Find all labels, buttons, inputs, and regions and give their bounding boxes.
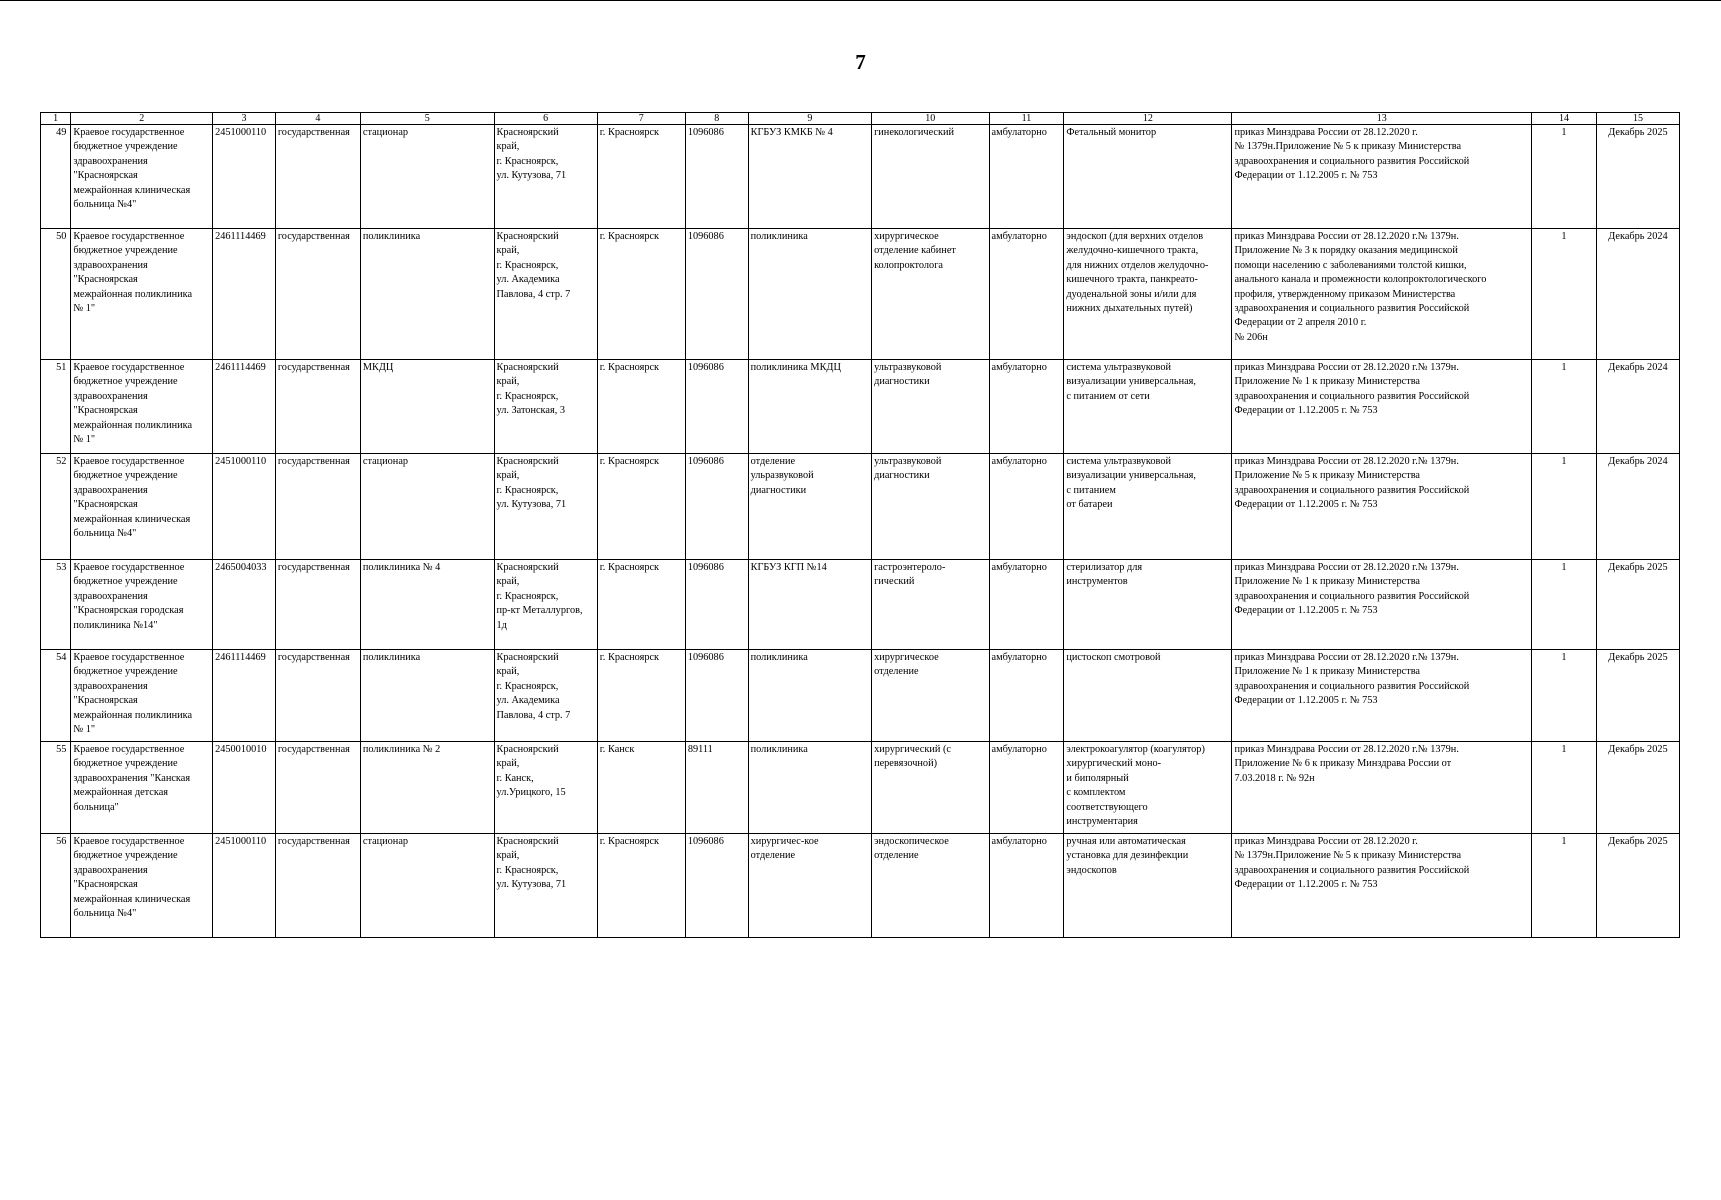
equipment-register-table [40, 112, 1680, 938]
column-number-2: 2 [71, 113, 213, 125]
cell-subdivision: поликлиника [360, 229, 494, 360]
cell-care-condition: амбулаторно [989, 229, 1064, 360]
cell-subdivision: поликлиника № 4 [360, 560, 494, 650]
column-number-7: 7 [597, 113, 685, 125]
cell-oktmo: 1096086 [685, 834, 748, 938]
table-row [41, 560, 1680, 650]
cell-equipment-name: цистоскоп смотровой [1064, 650, 1232, 742]
cell-care-condition: амбулаторно [989, 650, 1064, 742]
table-row [41, 650, 1680, 742]
cell-department: КГБУЗ КГП №14 [748, 560, 872, 650]
cell-inn: 2451000110 [213, 834, 276, 938]
cell-unit: хирургическое отделение [872, 650, 989, 742]
cell-subdivision: стационар [360, 125, 494, 229]
cell-legal-basis: приказ Минздрава России от 28.12.2020 г.№ 1379н. Приложение № 6 к приказу Минздрава России от 7.03.2018 г. № 92н [1232, 742, 1532, 834]
cell-oktmo: 1096086 [685, 229, 748, 360]
cell-locality: г. Красноярск [597, 454, 685, 560]
cell-legal-basis: приказ Минздрава России от 28.12.2020 г.№ 1379н. Приложение № 1 к приказу Министерства здравоохранения и социального развития Российской Федерации от 1.12.2005 г. № 753 [1232, 360, 1532, 454]
cell-oktmo: 1096086 [685, 360, 748, 454]
cell-care-condition: амбулаторно [989, 125, 1064, 229]
cell-oktmo: 1096086 [685, 560, 748, 650]
cell-inn: 2461114469 [213, 229, 276, 360]
cell-unit: гинекологический [872, 125, 989, 229]
page-number: 7 [855, 50, 866, 74]
cell-equipment-name: Фетальный монитор [1064, 125, 1232, 229]
cell-oktmo: 1096086 [685, 454, 748, 560]
cell-deadline: Декабрь 2024 [1596, 360, 1679, 454]
cell-locality: г. Красноярск [597, 125, 685, 229]
cell-care-condition: амбулаторно [989, 360, 1064, 454]
cell-quantity: 1 [1532, 125, 1597, 229]
cell-deadline: Декабрь 2025 [1596, 650, 1679, 742]
cell-subdivision: поликлиника [360, 650, 494, 742]
cell-subdivision: МКДЦ [360, 360, 494, 454]
table-row [41, 742, 1680, 834]
cell-address: Красноярский край, г. Красноярск, ул. Кутузова, 71 [494, 125, 597, 229]
cell-address: Красноярский край, г. Красноярск, ул. Академика Павлова, 4 стр. 7 [494, 229, 597, 360]
cell-unit: хирургическое отделение кабинет колопроктолога [872, 229, 989, 360]
cell-legal-basis: приказ Минздрава России от 28.12.2020 г.№ 1379н. Приложение № 5 к приказу Министерства здравоохранения и социального развития Российской Федерации от 1.12.2005 г. № 753 [1232, 454, 1532, 560]
cell-ownership-type: государственная [275, 360, 360, 454]
cell-inn: 2465004033 [213, 560, 276, 650]
column-number-15: 15 [1596, 113, 1679, 125]
cell-quantity: 1 [1532, 650, 1597, 742]
cell-equipment-name: система ультразвуковой визуализации универсальная, с питанием от сети [1064, 360, 1232, 454]
cell-locality: г. Канск [597, 742, 685, 834]
cell-oktmo: 89111 [685, 742, 748, 834]
cell-deadline: Декабрь 2025 [1596, 125, 1679, 229]
column-number-row [41, 113, 1680, 125]
cell-institution-name: Краевое государственное бюджетное учреждение здравоохранения "Канская межрайонная детская больница" [71, 742, 213, 834]
table-row [41, 125, 1680, 229]
cell-deadline: Декабрь 2025 [1596, 742, 1679, 834]
cell-quantity: 1 [1532, 560, 1597, 650]
cell-row-number: 53 [41, 560, 71, 650]
table-row [41, 229, 1680, 360]
cell-oktmo: 1096086 [685, 125, 748, 229]
cell-locality: г. Красноярск [597, 360, 685, 454]
cell-care-condition: амбулаторно [989, 742, 1064, 834]
cell-locality: г. Красноярск [597, 560, 685, 650]
cell-address: Красноярский край, г. Красноярск, пр-кт Металлургов, 1д [494, 560, 597, 650]
cell-ownership-type: государственная [275, 454, 360, 560]
cell-inn: 2451000110 [213, 454, 276, 560]
column-number-9: 9 [748, 113, 872, 125]
cell-row-number: 49 [41, 125, 71, 229]
cell-unit: эндоскопическое отделение [872, 834, 989, 938]
table-row [41, 454, 1680, 560]
cell-institution-name: Краевое государственное бюджетное учреждение здравоохранения "Красноярская межрайонная клиническая больница №4" [71, 125, 213, 229]
column-number-10: 10 [872, 113, 989, 125]
cell-legal-basis: приказ Минздрава России от 28.12.2020 г.№ 1379н. Приложение № 1 к приказу Министерства здравоохранения и социального развития Российской Федерации от 1.12.2005 г. № 753 [1232, 560, 1532, 650]
cell-row-number: 55 [41, 742, 71, 834]
cell-quantity: 1 [1532, 834, 1597, 938]
cell-ownership-type: государственная [275, 560, 360, 650]
cell-equipment-name: стерилизатор для инструментов [1064, 560, 1232, 650]
cell-row-number: 54 [41, 650, 71, 742]
cell-subdivision: стационар [360, 454, 494, 560]
cell-subdivision: поликлиника № 2 [360, 742, 494, 834]
cell-row-number: 51 [41, 360, 71, 454]
cell-inn: 2451000110 [213, 125, 276, 229]
cell-institution-name: Краевое государственное бюджетное учреждение здравоохранения "Красноярская межрайонная поликлиника № 1" [71, 360, 213, 454]
cell-care-condition: амбулаторно [989, 454, 1064, 560]
cell-subdivision: стационар [360, 834, 494, 938]
cell-institution-name: Краевое государственное бюджетное учреждение здравоохранения "Красноярская межрайонная поликлиника № 1" [71, 229, 213, 360]
cell-locality: г. Красноярск [597, 229, 685, 360]
cell-quantity: 1 [1532, 742, 1597, 834]
column-number-8: 8 [685, 113, 748, 125]
cell-row-number: 56 [41, 834, 71, 938]
cell-legal-basis: приказ Минздрава России от 28.12.2020 г. № 1379н.Приложение № 5 к приказу Министерства здравоохранения и социального развития Российской Федерации от 1.12.2005 г. № 753 [1232, 834, 1532, 938]
cell-deadline: Декабрь 2024 [1596, 229, 1679, 360]
cell-address: Красноярский край, г. Красноярск, ул. Академика Павлова, 4 стр. 7 [494, 650, 597, 742]
column-number-13: 13 [1232, 113, 1532, 125]
column-number-3: 3 [213, 113, 276, 125]
cell-address: Красноярский край, г. Канск, ул.Урицкого, 15 [494, 742, 597, 834]
cell-legal-basis: приказ Минздрава России от 28.12.2020 г.№ 1379н. Приложение № 1 к приказу Министерства здравоохранения и социального развития Российской Федерации от 1.12.2005 г. № 753 [1232, 650, 1532, 742]
column-number-12: 12 [1064, 113, 1232, 125]
cell-ownership-type: государственная [275, 742, 360, 834]
cell-department: поликлиника [748, 742, 872, 834]
table-row [41, 834, 1680, 938]
cell-deadline: Декабрь 2024 [1596, 454, 1679, 560]
cell-inn: 2450010010 [213, 742, 276, 834]
page-top-border [0, 0, 1721, 1]
cell-deadline: Декабрь 2025 [1596, 560, 1679, 650]
cell-equipment-name: электрокоагулятор (коагулятор) хирургический моно- и биполярный с комплектом соответствующего инструментария [1064, 742, 1232, 834]
cell-address: Красноярский край, г. Красноярск, ул. Кутузова, 71 [494, 454, 597, 560]
cell-department: поликлиника [748, 229, 872, 360]
cell-unit: гастроэнтероло- гический [872, 560, 989, 650]
column-number-4: 4 [275, 113, 360, 125]
cell-quantity: 1 [1532, 454, 1597, 560]
column-number-5: 5 [360, 113, 494, 125]
cell-unit: хирургический (с перевязочной) [872, 742, 989, 834]
cell-institution-name: Краевое государственное бюджетное учреждение здравоохранения "Красноярская межрайонная клиническая больница №4" [71, 454, 213, 560]
cell-deadline: Декабрь 2025 [1596, 834, 1679, 938]
cell-department: отделение ульразвуковой диагностики [748, 454, 872, 560]
cell-care-condition: амбулаторно [989, 560, 1064, 650]
column-number-14: 14 [1532, 113, 1597, 125]
cell-ownership-type: государственная [275, 229, 360, 360]
cell-inn: 2461114469 [213, 650, 276, 742]
cell-care-condition: амбулаторно [989, 834, 1064, 938]
cell-equipment-name: система ультразвуковой визуализации универсальная, с питанием от батареи [1064, 454, 1232, 560]
cell-legal-basis: приказ Минздрава России от 28.12.2020 г.№ 1379н. Приложение № 3 к порядку оказания медицинской помощи населению с заболеваниями толстой кишки, анального канала и промежности колопроктологического профиля, утвержденному приказом Министерства здравоохранения и социального развития Российской Федерации от 2 апреля 2010 г. № 206н [1232, 229, 1532, 360]
cell-institution-name: Краевое государственное бюджетное учреждение здравоохранения "Красноярская межрайонная клиническая больница №4" [71, 834, 213, 938]
cell-legal-basis: приказ Минздрава России от 28.12.2020 г. № 1379н.Приложение № 5 к приказу Министерства здравоохранения и социального развития Российской Федерации от 1.12.2005 г. № 753 [1232, 125, 1532, 229]
cell-ownership-type: государственная [275, 650, 360, 742]
column-number-6: 6 [494, 113, 597, 125]
cell-ownership-type: государственная [275, 834, 360, 938]
column-number-1: 1 [41, 113, 71, 125]
cell-equipment-name: эндоскоп (для верхних отделов желудочно-кишечного тракта, для нижних отделов желудочно- кишечного тракта, панкреато- дуоденальной зоны и/или для нижних дыхательных путей) [1064, 229, 1232, 360]
cell-institution-name: Краевое государственное бюджетное учреждение здравоохранения "Красноярская городская поликлиника №14" [71, 560, 213, 650]
cell-locality: г. Красноярск [597, 650, 685, 742]
cell-row-number: 52 [41, 454, 71, 560]
cell-department: КГБУЗ КМКБ № 4 [748, 125, 872, 229]
column-number-11: 11 [989, 113, 1064, 125]
cell-inn: 2461114469 [213, 360, 276, 454]
cell-ownership-type: государственная [275, 125, 360, 229]
cell-department: хирургичес-кое отделение [748, 834, 872, 938]
cell-quantity: 1 [1532, 229, 1597, 360]
cell-locality: г. Красноярск [597, 834, 685, 938]
cell-unit: ультразвуковой диагностики [872, 454, 989, 560]
cell-department: поликлиника МКДЦ [748, 360, 872, 454]
cell-department: поликлиника [748, 650, 872, 742]
cell-quantity: 1 [1532, 360, 1597, 454]
cell-row-number: 50 [41, 229, 71, 360]
cell-oktmo: 1096086 [685, 650, 748, 742]
cell-address: Красноярский край, г. Красноярск, ул. Затонская, 3 [494, 360, 597, 454]
cell-institution-name: Краевое государственное бюджетное учреждение здравоохранения "Красноярская межрайонная поликлиника № 1" [71, 650, 213, 742]
cell-address: Красноярский край, г. Красноярск, ул. Кутузова, 71 [494, 834, 597, 938]
table-row [41, 360, 1680, 454]
cell-equipment-name: ручная или автоматическая установка для дезинфекции эндоскопов [1064, 834, 1232, 938]
cell-unit: ультразвуковой диагностики [872, 360, 989, 454]
